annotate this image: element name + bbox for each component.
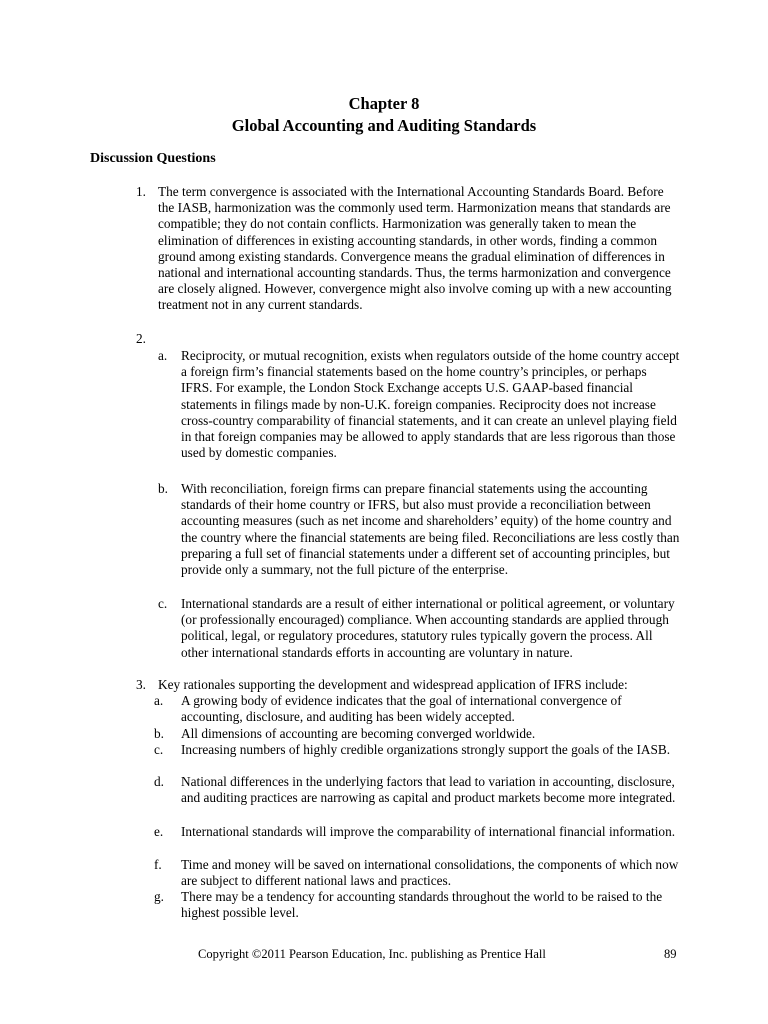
- question-3f-text: Time and money will be saved on international consolidations, the components of which now are subject to different national laws and practices.: [181, 857, 679, 889]
- question-2c-letter: c.: [158, 596, 168, 611]
- chapter-number: Chapter 8: [348, 94, 420, 113]
- question-3e-letter: e.: [154, 824, 164, 839]
- question-3g-letter: g.: [154, 889, 164, 904]
- question-3g-text: There may be a tendency for accounting standards throughout the world to be raised to the highest possible level.: [181, 889, 663, 921]
- page-number: 89: [664, 947, 677, 961]
- question-2a-letter: a.: [158, 348, 168, 363]
- question-3-intro: Key rationales supporting the development and widespread application of IFRS include:: [158, 677, 628, 692]
- question-3f-letter: f.: [154, 857, 162, 872]
- chapter-title: Global Accounting and Auditing Standards: [231, 116, 537, 135]
- question-2-number: 2.: [136, 331, 146, 346]
- question-2b-letter: b.: [158, 481, 168, 496]
- question-3d-letter: d.: [154, 774, 164, 789]
- question-3-number: 3.: [136, 677, 146, 692]
- question-1-text: The term convergence is associated with the International Accounting Standards Board. Before the IASB, harmonization was the commonly used term. Harmonization means that standards are compatible; they do not contain conflicts. Harmonization was generally taken to mean the elimination of differences in existing accounting standards, in other words, finding a common ground among existing standards. Convergence means the gradual elimination of differences in national and international accounting standards. Thus, the terms harmonization and convergence are closely aligned. However, convergence might also involve coming up with a new accounting treatment not in any current standards.: [158, 184, 672, 313]
- question-3b-text: All dimensions of accounting are becoming converged worldwide.: [181, 726, 536, 741]
- question-number: 1.: [136, 184, 146, 199]
- question-2a-text: Reciprocity, or mutual recognition, exists when regulators outside of the home country accept a foreign firm’s financial statements based on the home country’s principles, or perhaps IFRS. For example, the London Stock Exchange accepts U.S. GAAP-based financial statements in filings made by non-U.K. foreign companies. Reciprocity does not increase cross-country comparability of financial statements, and it can create an unlevel playing field in that foreign companies may be allowed to apply standards that are less rigorous than those used by domestic companies.: [181, 348, 680, 461]
- question-3c-text: Increasing numbers of highly credible organizations strongly support the goals of the IASB.: [181, 742, 671, 757]
- question-3a-letter: a.: [154, 693, 164, 708]
- question-3d-text: National differences in the underlying factors that lead to variation in accounting, disclosure, and auditing practices are narrowing as capital and product markets become more integrated.: [181, 774, 676, 806]
- question-3a-text: A growing body of evidence indicates that the goal of international convergence of accounting, disclosure, and auditing has been widely accepted.: [181, 693, 622, 725]
- question-2c-text: International standards are a result of either international or political agreement, or voluntary (or professionally encouraged) compliance. When accounting standards are applied through political, legal, or regulatory procedures, statutory rules typically govern the process. All other international standards efforts in accounting are voluntary in nature.: [181, 596, 675, 660]
- question-2b-text: With reconciliation, foreign firms can prepare financial statements using the accounting standards of their home country or IFRS, but also must provide a reconciliation between accounting measures (such as net income and shareholders’ equity) of the home country and the country where the financial statements are being filed. Reconciliations are less costly than preparing a full set of financial statements under a different set of accounting principles, but provide only a summary, not the full picture of the enterprise.: [181, 481, 680, 578]
- question-3c-letter: c.: [154, 742, 164, 757]
- footer-copyright: Copyright ©2011 Pearson Education, Inc. publishing as Prentice Hall: [198, 947, 546, 961]
- question-3b-letter: b.: [154, 726, 164, 741]
- question-3e-text: International standards will improve the comparability of international financial information.: [181, 824, 676, 839]
- section-heading: Discussion Questions: [90, 151, 216, 166]
